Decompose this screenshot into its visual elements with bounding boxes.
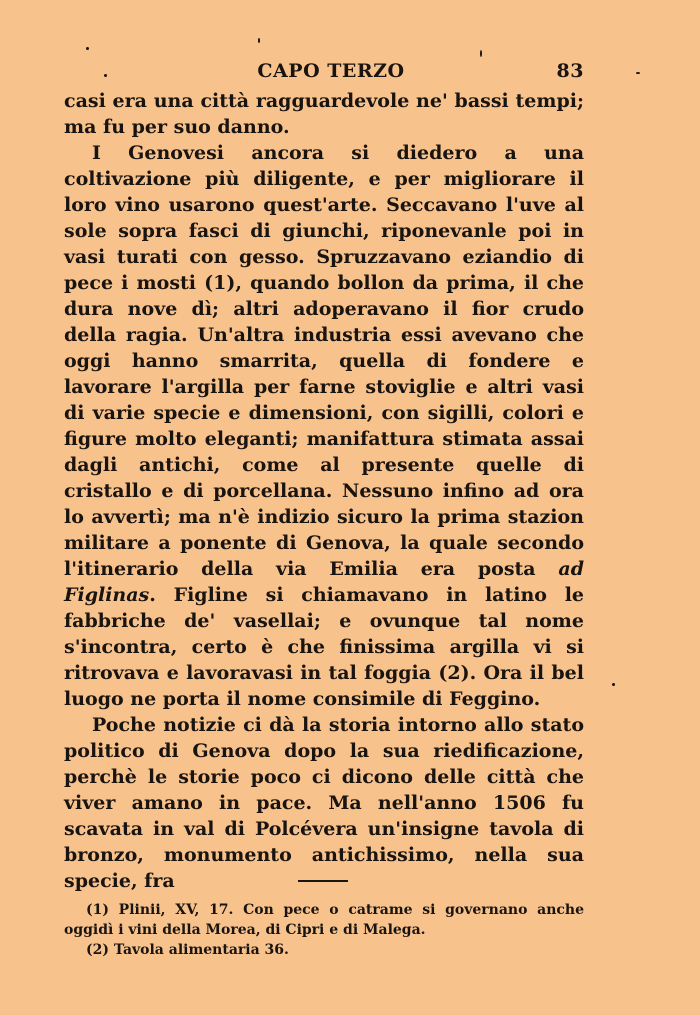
italic-place-name: ad Figlinas: [64, 558, 584, 606]
scan-speck: [258, 38, 260, 43]
scan-speck: [86, 47, 89, 50]
paragraph-continuation: casi era una città ragguardevole ne' bassi tempi; ma fu per suo danno.: [64, 90, 584, 138]
paragraph-genovesi-text-2: . Figline si chiamavano in latino le fabbriche de' vasellai; e ovunque tal nome s'incontra, certo è che finissima argilla vi si ritrovava e lavoravasi in tal foggia (2). Ora il bel luogo ne porta il nome consimile di Feggino.: [64, 584, 584, 710]
scan-speck: [636, 72, 640, 74]
scan-speck: [480, 50, 482, 57]
chapter-title: CAPO TERZO: [257, 60, 405, 82]
footnotes: [64, 900, 584, 960]
page-number: 83: [556, 60, 584, 82]
main-text: [64, 88, 584, 894]
footnote-1: (1) Plinii, XV, 17. Con pece o catrame si governano anche oggidì i vini della Morea, di Cipri e di Malega.: [64, 902, 584, 938]
paragraph-genovesi-text-1: I Genovesi ancora si diedero a una coltivazione più diligente, e per migliorare il loro vino usarono quest'arte. Seccavano l'uve al sole sopra fasci di giunchi, riponevanle poi in vasi turati con gesso. Spruzzavano eziandio di pece i mosti (1), quando bollon da prima, il che dura nove dì; altri adoperavano il fior crudo della ragia. Un'altra industria essi avevano che oggi hanno smarrita, quella di fondere e lavorare l'argilla per farne stoviglie e altri vasi di varie specie e dimensioni, con sigilli, colori e figure molto eleganti; manifattura stimata assai dagli antichi, come al presente quelle di cristallo e di porcellana. Nessuno infino ad ora lo avvertì; ma n'è indizio sicuro la prima stazion militare a ponente di Genova, la quale secondo l'itinerario della via Emilia era posta: [64, 142, 584, 580]
scan-speck: [612, 683, 615, 686]
paragraph-poche-notizie: Poche notizie ci dà la storia intorno allo stato politico di Genova dopo la sua riedificazione, perchè le storie poco ci dicono delle città che viver amano in pace. Ma nell'anno 1506 fu scavata in val di Polcévera un'insigne tavola di bronzo, monumento antichissimo, nella sua specie, fra: [64, 714, 584, 892]
running-header: [66, 60, 596, 88]
footnote-2: (2) Tavola alimentaria 36.: [86, 942, 289, 958]
paragraph-genovesi: [64, 140, 584, 712]
footnote-divider: [298, 880, 348, 882]
scan-speck: [104, 74, 107, 77]
